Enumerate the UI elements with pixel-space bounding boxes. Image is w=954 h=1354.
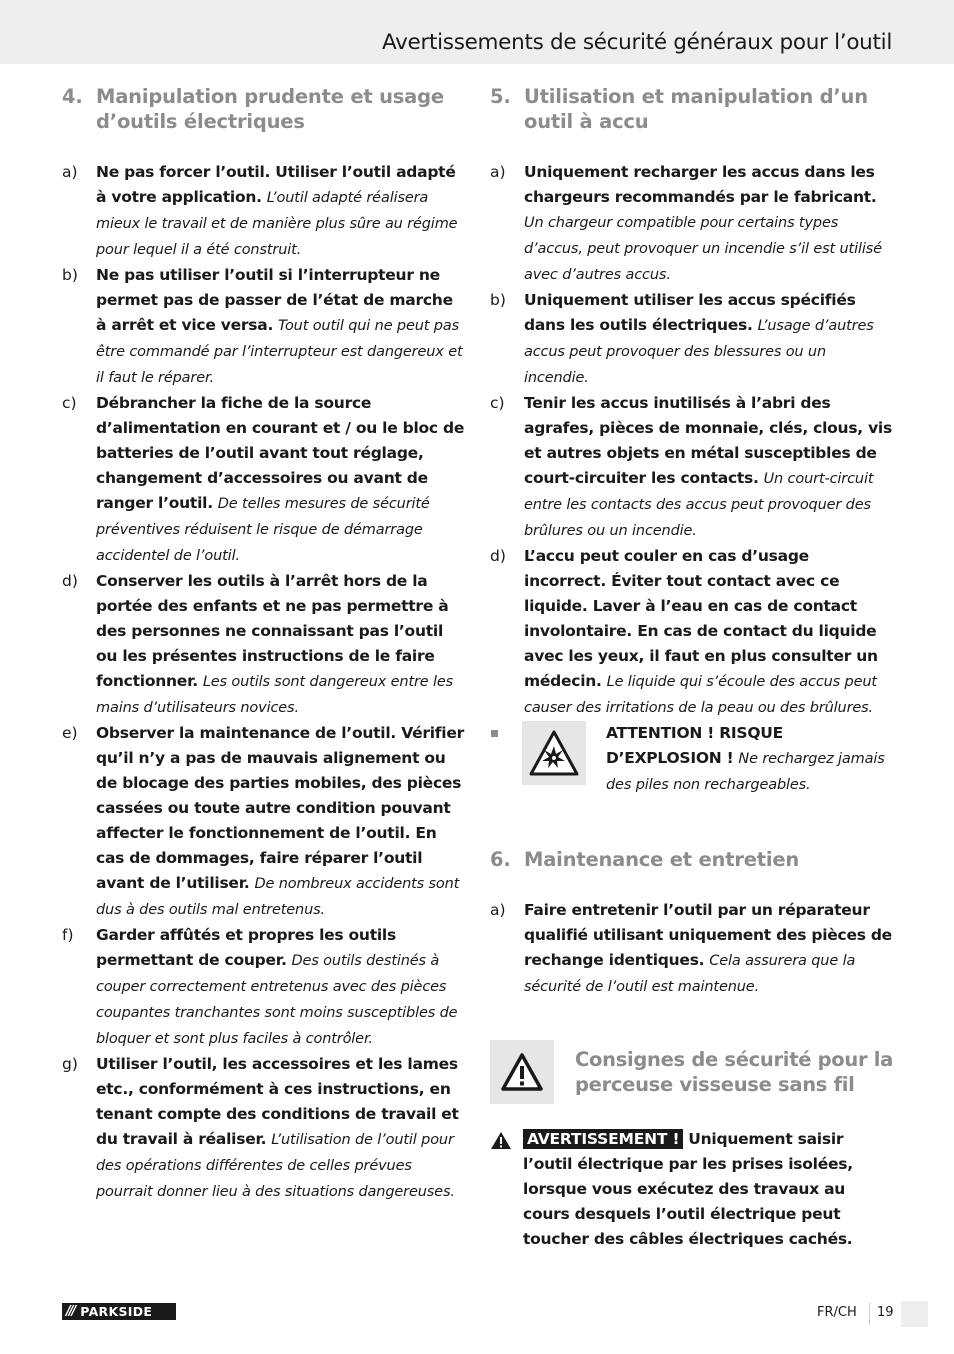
- section-5-heading: [490, 84, 894, 134]
- section-6-heading: [490, 847, 894, 872]
- item-label: e): [62, 724, 78, 742]
- item-label: c): [490, 394, 505, 412]
- item-bold-text: Ne pas utiliser l’outil si l’interrupteur ne permet pas de passer de l’état de marche à arrêt et vice versa.: [96, 266, 453, 334]
- list-item: [62, 263, 466, 391]
- item-label: c): [62, 394, 77, 412]
- list-item: [62, 391, 466, 569]
- parkside-logo: [62, 1303, 176, 1320]
- item-label: g): [62, 1055, 78, 1073]
- item-bold-text: Conserver les outils à l’arrêt hors de la portée des enfants et ne pas permettre à des personnes ne connaissant pas l’outil ou les présentes instructions de le faire fonctionner.: [96, 572, 449, 690]
- section-4-heading: [62, 84, 466, 134]
- list-item: [490, 160, 894, 288]
- list-item: [490, 898, 894, 1000]
- warning-bold-text: ATTENTION ! RISQUE D’EXPLOSION !: [606, 724, 783, 767]
- item-label: a): [490, 163, 506, 181]
- item-italic-text: Un court-circuit entre les contacts des accus peut provoquer des brûlures ou un incendie.: [524, 471, 874, 539]
- item-bold-text: Ne pas forcer l’outil. Utiliser l’outil adapté à votre application.: [96, 163, 456, 206]
- list-item: [490, 391, 894, 544]
- item-italic-text: De telles mesures de sécurité préventives réduisent le risque de démarrage accidentel de l’outil.: [96, 496, 430, 564]
- item-italic-text: Un chargeur compatible pour certains types d’accus, peut provoquer un incendie s’il est utilisé avec d’autres accus.: [524, 215, 882, 283]
- list-item: [62, 923, 466, 1052]
- item-label: d): [490, 547, 506, 565]
- small-warning-icon: [490, 1127, 523, 1252]
- left-column: [62, 84, 466, 1205]
- item-bold-text: Observer la maintenance de l’outil. Vérifier qu’il n’y a pas de mauvais alignement ou de blocage des parties mobiles, des pièces cassées ou toute autre condition pouvant affecter le fonctionnement de l’outil. En cas de dommages, faire réparer l’outil avant de l’utiliser.: [96, 724, 465, 892]
- list-item: [490, 288, 894, 391]
- item-italic-text: Des outils destinés à couper correctement entretenus avec des pièces coupantes tranchantes sont moins susceptibles de bloquer et sont plus faciles à contrôler.: [96, 953, 458, 1047]
- warning-italic-text: Ne rechargez jamais des piles non rechargeables.: [606, 751, 885, 793]
- logo-brand: PARKSIDE: [80, 1304, 153, 1319]
- item-label: b): [490, 291, 506, 309]
- consignes-title: Consignes de sécurité pour la perceuse visseuse sans fil: [575, 1048, 894, 1096]
- section-6-list: [490, 898, 894, 1000]
- page-number: 19: [877, 1305, 894, 1320]
- section-5-list: [490, 160, 894, 798]
- avertissement-badge: AVERTISSEMENT !: [523, 1129, 683, 1149]
- item-label: a): [490, 901, 506, 919]
- list-item: [62, 160, 466, 263]
- item-bold-text: Garder affûtés et propres les outils permettant de couper.: [96, 926, 396, 969]
- item-label: f): [62, 926, 74, 944]
- header-bar: [0, 0, 954, 64]
- item-bold-text: Uniquement recharger les accus dans les chargeurs recommandés par le fabricant.: [524, 163, 877, 206]
- item-bold-text: Uniquement utiliser les accus spécifiés dans les outils électriques.: [524, 291, 856, 334]
- item-label: a): [62, 163, 78, 181]
- section-4-title: Manipulation prudente et usage d’outils électriques: [96, 85, 444, 133]
- logo-slashes: ///: [66, 1304, 75, 1319]
- footer-divider: [869, 1303, 870, 1325]
- consignes-heading: [490, 1040, 894, 1104]
- section-4-list: [62, 160, 466, 1205]
- item-bold-text: Faire entretenir l’outil par un réparateur qualifié utilisant uniquement des pièces de rechange identiques.: [524, 901, 892, 969]
- bullet-square-icon: [490, 721, 522, 798]
- list-item: [490, 544, 894, 721]
- section-4-number: 4.: [62, 85, 83, 108]
- item-label: b): [62, 266, 78, 284]
- section-6-number: 6.: [490, 848, 511, 871]
- warning-triangle-icon: [490, 1040, 554, 1104]
- item-bold-text: Tenir les accus inutilisés à l’abri des agrafes, pièces de monnaie, clés, clous, vis et autres objets en métal susceptibles de court-circuiter les contacts.: [524, 394, 892, 487]
- item-italic-text: Cela assurera que la sécurité de l’outil est maintenue.: [524, 953, 856, 995]
- item-italic-text: L’utilisation de l’outil pour des opérations différentes de celles prévues pourrait donner lieu à des situations dangereuses.: [96, 1132, 455, 1200]
- item-italic-text: De nombreux accidents sont dus à des outils mal entretenus.: [96, 876, 460, 918]
- item-italic-text: Tout outil qui ne peut pas être commandé par l’interrupteur est dangereux et il faut le réparer.: [96, 318, 463, 386]
- explosion-icon: [522, 721, 586, 785]
- avertissement-block: [490, 1127, 894, 1252]
- item-bold-text: L’accu peut couler en cas d’usage incorrect. Éviter tout contact avec ce liquide. Laver à l’eau en cas de contact involontaire. En cas de contact du liquide avec les yeux, il faut en plus consulter un médecin.: [524, 547, 878, 690]
- section-5-number: 5.: [490, 85, 511, 108]
- list-item: [62, 721, 466, 923]
- avertissement-text: Uniquement saisir l’outil électrique par les prises isolées, lorsque vous exécutez des travaux au cours desquels l’outil électrique peut toucher des câbles électriques cachés.: [523, 1130, 853, 1248]
- item-bold-text: Utiliser l’outil, les accessoires et les lames etc., conformément à ces instructions, en tenant compte des conditions de travail et du travail à réaliser.: [96, 1055, 459, 1148]
- list-item: [62, 569, 466, 721]
- item-label: d): [62, 572, 78, 590]
- item-italic-text: L’usage d’autres accus peut provoquer des blessures ou un incendie.: [524, 318, 874, 386]
- item-bold-text: Débrancher la fiche de la source d’alimentation en courant et / ou le bloc de batteries de l’outil avant tout réglage, changement d’accessoires ou avant de ranger l’outil.: [96, 394, 465, 512]
- footer-tab: [901, 1301, 928, 1327]
- item-italic-text: Le liquide qui s’écoule des accus peut causer des irritations de la peau ou des brûlures.: [524, 674, 877, 716]
- item-italic-text: Les outils sont dangereux entre les mains d’utilisateurs novices.: [96, 674, 454, 716]
- list-item: [62, 1052, 466, 1205]
- right-column: [490, 84, 894, 1252]
- page-title: Avertissements de sécurité généraux pour l’outil: [381, 30, 892, 55]
- item-italic-text: L’outil adapté réalisera mieux le travail et de manière plus sûre au régime pour lequel il a été construit.: [96, 190, 458, 258]
- language-code: FR/CH: [817, 1305, 857, 1320]
- section-5-title: Utilisation et manipulation d’un outil à accu: [524, 85, 868, 133]
- section-6-title: Maintenance et entretien: [524, 848, 800, 871]
- explosion-warning: [490, 721, 894, 798]
